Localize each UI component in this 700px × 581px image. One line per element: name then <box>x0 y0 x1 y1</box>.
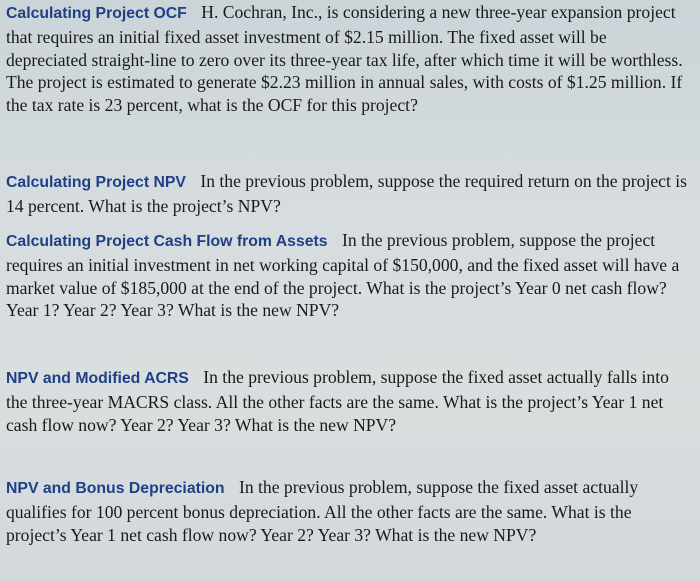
problem-text: In the previous problem, suppose the fixed asset actually falls into the three-year MACRS class. All the other facts are the same. What is the project’s Year 1 net cash flow now? Year 2? Year 3? What is the new NPV? <box>6 367 669 435</box>
problem-ocf <box>6 1 690 117</box>
problem-title: Calculating Project Cash Flow from Assets <box>6 233 328 250</box>
problem-text: In the previous problem, suppose the required return on the project is 14 percent. What is the project’s NPV? <box>6 171 687 216</box>
problem-title: Calculating Project NPV <box>6 174 186 191</box>
problem-title: NPV and Modified ACRS <box>6 370 189 387</box>
problem-text: In the previous problem, suppose the fixed asset actually qualifies for 100 percent bonus depreciation. All the other facts are the same. What is the project’s Year 1 net cash flow now? Year 2? Year 3? What is the new NPV? <box>6 477 639 545</box>
problem-modified-acrs <box>6 366 690 436</box>
problem-title: Calculating Project OCF <box>6 5 187 22</box>
problem-text: In the previous problem, suppose the project requires an initial investment in net working capital of $150,000, and the fixed asset will have a market value of $185,000 at the end of the project. What is the project’s Year 0 net cash flow? Year 1? Year 2? Year 3? What is the new NPV? <box>6 230 680 321</box>
problem-bonus-depreciation <box>6 476 690 546</box>
problem-text: H. Cochran, Inc., is considering a new three-year expansion project that requires an initial fixed asset investment of $2.15 million. The fixed asset will be depreciated straight-line to zero over its three-year tax life, after which time it will be worthless. The project is estimated to generate $2.23 million in annual sales, with costs of $1.25 million. If the tax rate is 23 percent, what is the OCF for this project? <box>6 2 683 116</box>
problem-cash-flow-from-assets <box>6 229 690 322</box>
problem-title: NPV and Bonus Depreciation <box>6 480 225 497</box>
problem-npv <box>6 170 690 218</box>
